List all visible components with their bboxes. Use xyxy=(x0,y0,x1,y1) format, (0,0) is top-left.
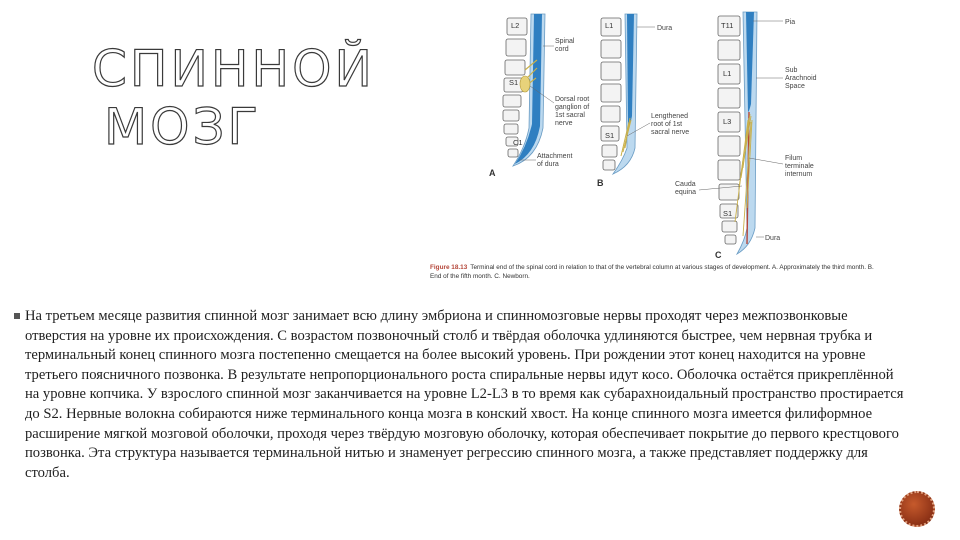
svg-text:L1: L1 xyxy=(605,21,614,30)
svg-text:Lengthened: Lengthened xyxy=(651,113,688,120)
svg-text:S1: S1 xyxy=(723,209,733,218)
svg-text:C: C xyxy=(715,250,722,260)
svg-text:Dorsal root: Dorsal root xyxy=(555,96,590,103)
svg-text:Arachnoid: Arachnoid xyxy=(785,75,817,82)
svg-text:B: B xyxy=(597,178,604,188)
body-paragraph-text: На третьем месяце развития спинной мозг занимает всю длину эмбриона и спинномозговые нервы проходят через межпозвонковые отверстия на уровне их происхождения. С возрастом позвоночный столб и твёрдая оболочка удлиняются быстрее, чем нервная трубка и терминальный конец спинного мозга постепенно смещается на более высокий уровень. При рождении этот конец находится на уровне третьего поясничного позвонка. В результате непропорционального роста спиральные нервы идут косо. Оболочка остаётся прикреплённой на уровне копчика. У взрослого спинной мозг заканчивается на уровне L2-L3 в то время как субарахноидальный пространство простирается до S2. Нервные волокна собираются ниже терминального конца мозга в конский хвост. На конце спинного мозга имеется филиформное расширение мягкой мозговой оболочки, проходя через твёрдую мозговую оболочку, которая обеспечивает покрытие до первого крестцового позвонка. Эта структура называется терминальной нитью и знаменует регрессию спинного мозга, а также представляет поддержку для столба. xyxy=(25,308,904,481)
svg-text:cord: cord xyxy=(555,46,569,53)
figure-caption xyxy=(430,263,880,281)
svg-text:Cauda: Cauda xyxy=(675,181,696,188)
svg-text:ganglion of: ganglion of xyxy=(555,104,590,111)
spinal-cord-figure xyxy=(485,8,885,290)
svg-text:S1: S1 xyxy=(509,78,519,87)
title-line-2: МОЗГ xyxy=(104,98,262,156)
svg-text:L1: L1 xyxy=(723,69,732,78)
svg-text:A: A xyxy=(489,168,496,178)
figure-number: Figure 18.13 xyxy=(430,264,468,271)
square-bullet-icon xyxy=(14,313,20,319)
svg-text:Attachment: Attachment xyxy=(537,153,573,160)
svg-text:T11: T11 xyxy=(721,21,734,30)
svg-text:1st sacral: 1st sacral xyxy=(555,112,585,119)
svg-text:L3: L3 xyxy=(723,117,732,126)
svg-text:root of 1st: root of 1st xyxy=(651,121,683,128)
svg-text:C1: C1 xyxy=(513,138,523,147)
panel-c xyxy=(675,12,817,260)
svg-text:Space: Space xyxy=(785,83,805,90)
svg-text:internum: internum xyxy=(785,171,813,178)
slide-title xyxy=(92,40,392,156)
slide-number-badge xyxy=(899,491,935,527)
figure-caption-text: Terminal end of the spinal cord in relation to that of the vertebral column at various stages of development. A. Approximately the third month. B. End of the fifth month. C. Newborn. xyxy=(430,264,874,280)
svg-text:sacral nerve: sacral nerve xyxy=(651,129,690,136)
svg-text:terminale: terminale xyxy=(785,163,814,170)
svg-text:S1: S1 xyxy=(605,131,615,140)
svg-text:L2: L2 xyxy=(511,21,520,30)
figure-illustration xyxy=(485,8,885,290)
svg-text:Filum: Filum xyxy=(785,155,803,162)
panel-a xyxy=(489,14,589,178)
svg-text:nerve: nerve xyxy=(555,120,573,127)
title-line-1: СПИННОЙ xyxy=(92,40,375,98)
body-paragraph xyxy=(14,307,909,483)
svg-text:of dura: of dura xyxy=(537,161,559,168)
svg-text:Pia: Pia xyxy=(785,19,796,26)
svg-text:equina: equina xyxy=(675,189,697,196)
svg-text:Spinal: Spinal xyxy=(555,38,575,45)
svg-text:Dura: Dura xyxy=(657,25,673,32)
panel-b xyxy=(597,14,689,188)
svg-text:Sub: Sub xyxy=(785,67,798,74)
svg-text:Dura: Dura xyxy=(765,235,781,242)
